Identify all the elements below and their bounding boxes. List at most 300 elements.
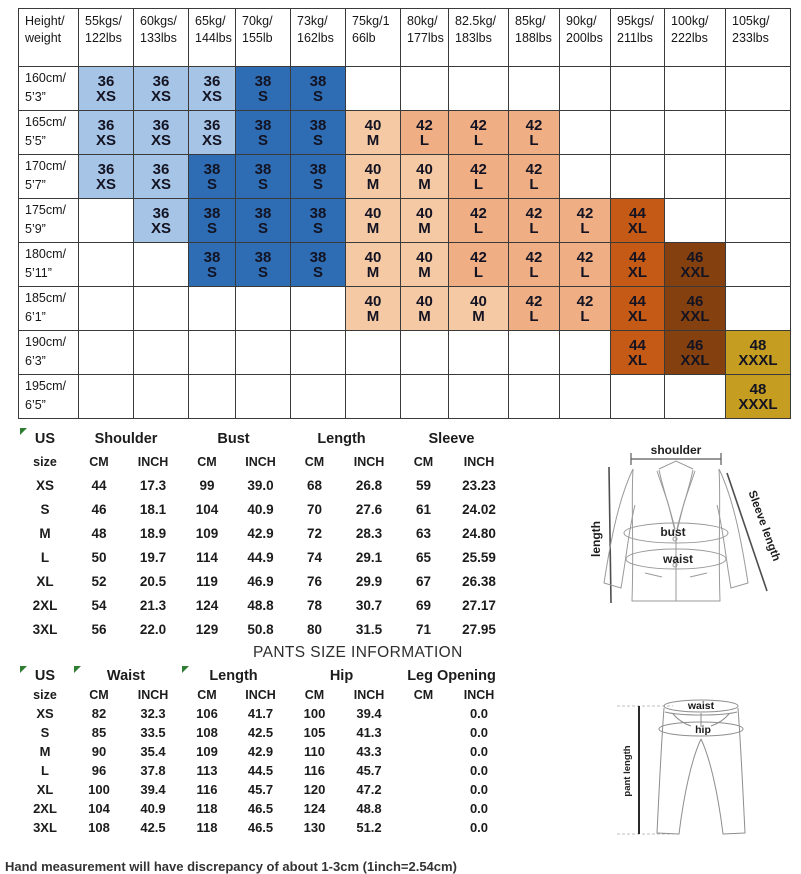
unit-cm-header: CM (413, 688, 434, 702)
grid-empty-cell (134, 331, 189, 375)
measurement-value: 70 (306, 501, 323, 517)
measurement-value: 114 (196, 549, 218, 565)
grid-empty-cell (346, 375, 401, 419)
measurement-note: Hand measurement will have discrepancy of about 1-3cm (1inch=2.54cm) (5, 859, 457, 874)
grid-row (19, 375, 791, 419)
measurement-value: 32.3 (140, 706, 166, 721)
size-label: M (39, 525, 51, 541)
grid-height-row-header: 180cm/ 5’11” (19, 243, 79, 287)
grid-weight-col-header: 60kgs/ 133lbs (134, 9, 189, 67)
pants-size-row (18, 761, 507, 780)
grid-empty-cell (79, 287, 134, 331)
measurement-value: 41.7 (247, 706, 274, 721)
measurement-value: 40.9 (247, 501, 274, 517)
pants-section-title: PANTS SIZE INFORMATION (253, 644, 463, 661)
grid-empty-cell (346, 331, 401, 375)
grid-empty-cell (401, 331, 449, 375)
measurement-value: 104 (88, 801, 110, 816)
measurement-value: 24.02 (462, 501, 496, 517)
measurement-value: 124 (303, 801, 326, 816)
measurement-value: 118 (196, 820, 218, 835)
grid-weight-col-header: 85kg/ 188lbs (509, 9, 560, 67)
grid-size-cell: 38 S (189, 199, 236, 243)
size-label: 3XL (33, 820, 57, 835)
measurement-value (396, 818, 451, 837)
group-header-length: Length (180, 665, 287, 686)
grid-size-cell: 40 M (346, 199, 401, 243)
unit-inch-header: INCH (463, 455, 495, 469)
grid-size-cell: 38 S (189, 155, 236, 199)
jacket-length-label: length (589, 521, 603, 557)
grid-size-cell: 42 L (449, 111, 509, 155)
grid-height-row-header: 170cm/ 5’7” (19, 155, 79, 199)
unit-inch-header: INCH (463, 688, 495, 702)
us-size-header-line2: size (33, 688, 57, 702)
grid-empty-cell (134, 287, 189, 331)
grid-row (19, 287, 791, 331)
grid-empty-cell (236, 331, 291, 375)
measurement-value: 108 (88, 820, 110, 835)
grid-size-cell: 42 L (509, 111, 560, 155)
grid-size-cell: 36 XS (79, 111, 134, 155)
grid-empty-cell (611, 111, 665, 155)
measurement-value: 51.2 (356, 820, 382, 835)
grid-empty-cell (236, 375, 291, 419)
measurement-value: 118 (196, 801, 218, 816)
shirt-size-row (18, 617, 507, 641)
measurement-value: 27.6 (355, 501, 383, 517)
meas-unit-header-row (18, 686, 507, 704)
measurement-value: 27.17 (462, 597, 496, 613)
pants-size-row (18, 780, 507, 799)
size-label: S (40, 725, 50, 740)
measurement-value: 0.0 (469, 763, 489, 778)
pants-size-row (18, 799, 507, 818)
grid-height-row-header: 160cm/ 5’3” (19, 67, 79, 111)
measurement-value: 22.0 (139, 621, 167, 637)
measurement-value: 23.23 (462, 477, 496, 493)
grid-weight-col-header: 90kg/ 200lbs (560, 9, 611, 67)
grid-empty-cell (726, 287, 791, 331)
measurement-value (396, 742, 451, 761)
grid-empty-cell (79, 331, 134, 375)
grid-empty-cell (560, 111, 611, 155)
measurement-value: 46.5 (247, 820, 274, 835)
size-label: 2XL (33, 801, 57, 816)
grid-size-cell: 42 L (509, 155, 560, 199)
measurement-value: 106 (196, 706, 218, 721)
grid-row (19, 111, 791, 155)
grid-weight-col-header: 82.5kg/ 183lbs (449, 9, 509, 67)
measurement-value: 76 (306, 573, 323, 589)
measurement-value: 110 (304, 744, 325, 759)
measurement-value: 42.5 (140, 820, 166, 835)
unit-inch-header: INCH (137, 688, 169, 702)
group-header-shoulder: Shoulder (94, 431, 158, 447)
grid-empty-cell (665, 67, 726, 111)
grid-size-cell: 44 XL (611, 243, 665, 287)
grid-empty-cell (726, 67, 791, 111)
measurement-value: 21.3 (139, 597, 167, 613)
measurement-value: 44 (91, 477, 107, 493)
pants-waist-label: waist (687, 700, 715, 712)
grid-size-cell: 36 XS (134, 155, 189, 199)
size-label: L (40, 549, 50, 565)
meas-group-header-row (18, 665, 507, 686)
measurement-value: 40.9 (140, 801, 166, 816)
shirt-size-row (18, 569, 507, 593)
grid-size-cell: 38 S (236, 111, 291, 155)
grid-size-cell: 44 XL (611, 287, 665, 331)
grid-size-cell: 38 S (291, 243, 346, 287)
grid-size-cell: 40 M (401, 287, 449, 331)
grid-size-cell: 40 M (346, 243, 401, 287)
size-label: XS (36, 706, 54, 721)
pants-size-row (18, 742, 507, 761)
grid-size-cell: 48 XXXL (726, 331, 791, 375)
grid-size-cell: 40 M (346, 111, 401, 155)
grid-size-cell: 46 XXL (665, 331, 726, 375)
grid-size-cell: 36 XS (189, 67, 236, 111)
pants-measurements-table (18, 665, 507, 837)
grid-empty-cell (236, 287, 291, 331)
measurement-value: 82 (91, 706, 107, 721)
measurement-value: 74 (306, 549, 323, 565)
measurement-value: 85 (91, 725, 107, 740)
grid-empty-cell (189, 375, 236, 419)
measurement-value: 108 (196, 725, 218, 740)
measurement-value: 50.8 (247, 621, 274, 637)
grid-size-cell: 36 XS (189, 111, 236, 155)
grid-size-cell: 38 S (291, 155, 346, 199)
grid-weight-col-header: 80kg/ 177lbs (401, 9, 449, 67)
grid-empty-cell (726, 111, 791, 155)
grid-size-cell: 46 XXL (665, 287, 726, 331)
measurement-value (396, 799, 451, 818)
measurement-value: 100 (88, 782, 110, 797)
grid-empty-cell (611, 375, 665, 419)
measurement-value: 31.5 (355, 621, 383, 637)
grid-size-cell: 38 S (236, 67, 291, 111)
unit-cm-header: CM (197, 455, 217, 469)
meas-unit-header-row (18, 451, 507, 473)
grid-weight-col-header: 73kg/ 162lbs (291, 9, 346, 67)
jacket-waist-label: waist (662, 552, 694, 566)
measurement-value: 116 (304, 763, 325, 778)
unit-cm-header: CM (413, 455, 434, 469)
size-label: XL (36, 782, 54, 797)
measurement-value: 29.9 (355, 573, 383, 589)
grid-weight-col-header: 105kg/ 233lbs (726, 9, 791, 67)
unit-cm-header: CM (89, 688, 109, 702)
grid-empty-cell (560, 67, 611, 111)
pants-size-row (18, 704, 507, 723)
measurement-value: 45.7 (356, 763, 382, 778)
measurement-value: 113 (196, 763, 218, 778)
unit-inch-header: INCH (353, 455, 385, 469)
measurement-value: 0.0 (469, 744, 489, 759)
grid-weight-col-header: 65kg/ 144lbs (189, 9, 236, 67)
measurement-value: 44.5 (247, 763, 274, 778)
length-measure-line (609, 467, 611, 603)
grid-empty-cell (726, 155, 791, 199)
grid-weight-col-header: 95kgs/ 211lbs (611, 9, 665, 67)
us-size-header-line2: size (33, 455, 57, 469)
grid-empty-cell (665, 199, 726, 243)
grid-empty-cell (291, 331, 346, 375)
measurement-value: 46.9 (247, 573, 274, 589)
flag-triangle-icon (74, 666, 81, 673)
measurement-value: 120 (303, 782, 326, 797)
shirt-size-row (18, 545, 507, 569)
measurement-value: 46.5 (247, 801, 274, 816)
shirt-size-row (18, 473, 507, 497)
measurement-value: 45.7 (247, 782, 274, 797)
grid-height-row-header: 195cm/ 6’5” (19, 375, 79, 419)
measurement-value: 26.38 (462, 573, 496, 589)
measurement-value: 63 (415, 525, 432, 541)
jacket-bust-label: bust (660, 525, 686, 539)
shirt-measurements-table (18, 427, 507, 641)
grid-size-cell: 36 XS (134, 199, 189, 243)
group-header-bust: Bust (217, 431, 250, 447)
grid-empty-cell (401, 67, 449, 111)
grid-size-cell: 40 M (346, 155, 401, 199)
measurement-value: 109 (196, 744, 218, 759)
flag-triangle-icon (182, 666, 189, 673)
measurement-value: 47.2 (356, 782, 382, 797)
measurement-value: 100 (303, 706, 326, 721)
grid-height-row-header: 185cm/ 6’1” (19, 287, 79, 331)
unit-inch-header: INCH (245, 688, 276, 702)
grid-size-cell: 42 L (509, 287, 560, 331)
grid-empty-cell (346, 67, 401, 111)
measurement-value: 124 (195, 597, 219, 613)
height-weight-size-grid (18, 8, 791, 419)
jacket-diagram (569, 443, 791, 640)
flag-triangle-icon (20, 666, 27, 673)
grid-empty-cell (665, 375, 726, 419)
unit-cm-header: CM (304, 688, 325, 702)
grid-empty-cell (449, 331, 509, 375)
shirt-section (0, 427, 801, 641)
grid-empty-cell (726, 199, 791, 243)
grid-size-cell: 42 L (401, 111, 449, 155)
grid-corner-header: Height/ weight (19, 9, 79, 67)
measurement-value: 18.9 (139, 525, 167, 541)
measurement-value: 99 (199, 477, 215, 493)
measurement-value: 90 (91, 744, 107, 759)
grid-size-cell: 42 L (449, 199, 509, 243)
grid-empty-cell (79, 199, 134, 243)
pants-outline (657, 700, 745, 834)
measurement-value (396, 761, 451, 780)
grid-row (19, 243, 791, 287)
grid-size-cell: 42 L (509, 243, 560, 287)
grid-empty-cell (611, 67, 665, 111)
jacket-shoulder-label: shoulder (650, 443, 702, 457)
measurement-value: 42.9 (247, 744, 274, 759)
grid-empty-cell (79, 243, 134, 287)
pants-diagram (611, 693, 773, 850)
grid-size-cell: 38 S (291, 67, 346, 111)
grid-empty-cell (291, 287, 346, 331)
measurement-value: 0.0 (469, 706, 489, 721)
grid-size-cell: 46 XXL (665, 243, 726, 287)
grid-empty-cell (611, 155, 665, 199)
measurement-value: 30.7 (355, 597, 383, 613)
measurement-value: 67 (415, 573, 432, 589)
grid-empty-cell (665, 155, 726, 199)
unit-cm-header: CM (304, 455, 325, 469)
measurement-value: 37.8 (140, 763, 166, 778)
pants-hip-label: hip (695, 724, 711, 736)
grid-size-cell: 42 L (449, 155, 509, 199)
grid-empty-cell (134, 243, 189, 287)
grid-empty-cell (509, 375, 560, 419)
shirt-size-row (18, 497, 507, 521)
grid-row (19, 155, 791, 199)
unit-inch-header: INCH (137, 455, 169, 469)
grid-size-cell: 42 L (560, 287, 611, 331)
grid-empty-cell (509, 331, 560, 375)
measurement-value: 28.3 (355, 525, 383, 541)
measurement-value: 39.4 (140, 782, 166, 797)
grid-size-cell: 48 XXXL (726, 375, 791, 419)
grid-empty-cell (449, 67, 509, 111)
measurement-value: 43.3 (356, 744, 382, 759)
grid-size-cell: 36 XS (79, 155, 134, 199)
measurement-value: 119 (196, 573, 218, 589)
measurement-value: 18.1 (139, 501, 167, 517)
grid-size-cell: 40 M (346, 287, 401, 331)
measurement-value: 109 (195, 525, 219, 541)
grid-size-cell: 44 XL (611, 199, 665, 243)
measurement-value: 39.4 (356, 706, 382, 721)
unit-cm-header: CM (89, 455, 109, 469)
grid-empty-cell (509, 67, 560, 111)
measurement-value: 105 (303, 725, 326, 740)
grid-empty-cell (665, 111, 726, 155)
size-label: S (40, 501, 50, 517)
grid-size-cell: 40 M (401, 155, 449, 199)
measurement-value: 59 (415, 477, 432, 493)
grid-row (19, 67, 791, 111)
measurement-value: 50 (91, 549, 107, 565)
pants-size-row (18, 723, 507, 742)
shirt-size-row (18, 593, 507, 617)
grid-size-cell: 38 S (291, 111, 346, 155)
size-label: 2XL (32, 597, 58, 613)
grid-size-cell: 38 S (236, 243, 291, 287)
grid-size-cell: 42 L (560, 199, 611, 243)
size-label: L (41, 763, 49, 778)
grid-size-cell: 38 S (189, 243, 236, 287)
grid-size-cell: 36 XS (134, 111, 189, 155)
grid-size-cell: 40 M (401, 199, 449, 243)
measurement-value: 0.0 (469, 801, 489, 816)
measurement-value: 96 (91, 763, 107, 778)
pants-size-row (18, 818, 507, 837)
measurement-value: 39.0 (247, 477, 274, 493)
grid-size-cell: 38 S (236, 199, 291, 243)
measurement-value: 29.1 (355, 549, 383, 565)
us-size-header: US (18, 427, 72, 451)
grid-empty-cell (560, 155, 611, 199)
grid-size-cell: 40 M (401, 243, 449, 287)
grid-empty-cell (189, 331, 236, 375)
grid-weight-col-header: 70kg/ 155lb (236, 9, 291, 67)
measurement-value: 0.0 (469, 820, 489, 835)
measurement-value: 71 (415, 621, 432, 637)
pants-section (0, 665, 801, 850)
us-size-header: US (18, 665, 72, 686)
grid-empty-cell (560, 331, 611, 375)
size-label: XL (36, 573, 54, 589)
measurement-value (396, 723, 451, 742)
grid-empty-cell (449, 375, 509, 419)
measurement-value: 35.4 (140, 744, 166, 759)
grid-weight-col-header: 75kg/1 66lb (346, 9, 401, 67)
measurement-value: 48 (91, 525, 107, 541)
grid-size-cell: 36 XS (134, 67, 189, 111)
grid-size-cell: 44 XL (611, 331, 665, 375)
measurement-value: 80 (306, 621, 323, 637)
measurement-value: 25.59 (462, 549, 496, 565)
shirt-size-row (18, 521, 507, 545)
measurement-value: 69 (415, 597, 432, 613)
measurement-value: 0.0 (469, 725, 489, 740)
measurement-value (396, 704, 451, 723)
group-header-hip: Hip (329, 667, 354, 684)
grid-weight-col-header: 100kg/ 222lbs (665, 9, 726, 67)
measurement-value: 42.9 (247, 525, 274, 541)
flag-triangle-icon (20, 428, 27, 435)
grid-size-cell: 38 S (236, 155, 291, 199)
grid-empty-cell (189, 287, 236, 331)
grid-size-cell: 40 M (449, 287, 509, 331)
grid-size-cell: 38 S (291, 199, 346, 243)
measurement-value: 116 (196, 782, 218, 797)
measurement-value: 44.9 (247, 549, 274, 565)
size-label: 3XL (32, 621, 58, 637)
measurement-value (396, 780, 451, 799)
measurement-value: 27.95 (462, 621, 496, 637)
unit-cm-header: CM (197, 688, 217, 702)
measurement-value: 52 (91, 573, 107, 589)
measurement-value: 17.3 (139, 477, 167, 493)
grid-empty-cell (560, 375, 611, 419)
grid-size-cell: 42 L (449, 243, 509, 287)
grid-size-cell: 42 L (509, 199, 560, 243)
measurement-value: 41.3 (356, 725, 382, 740)
grid-empty-cell (291, 375, 346, 419)
grid-weight-col-header: 55kgs/ 122lbs (79, 9, 134, 67)
measurement-value: 20.5 (139, 573, 167, 589)
measurement-value: 129 (195, 621, 219, 637)
measurement-value: 42.5 (247, 725, 274, 740)
pant-length-label: pant length (622, 745, 633, 797)
grid-empty-cell (79, 375, 134, 419)
unit-inch-header: INCH (245, 455, 276, 469)
measurement-value: 0.0 (469, 782, 489, 797)
measurement-value: 65 (415, 549, 432, 565)
grid-size-cell: 36 XS (79, 67, 134, 111)
grid-header-row (19, 9, 791, 67)
group-header-waist: Waist (72, 665, 180, 686)
measurement-value: 72 (306, 525, 323, 541)
measurement-value: 46 (91, 501, 107, 517)
